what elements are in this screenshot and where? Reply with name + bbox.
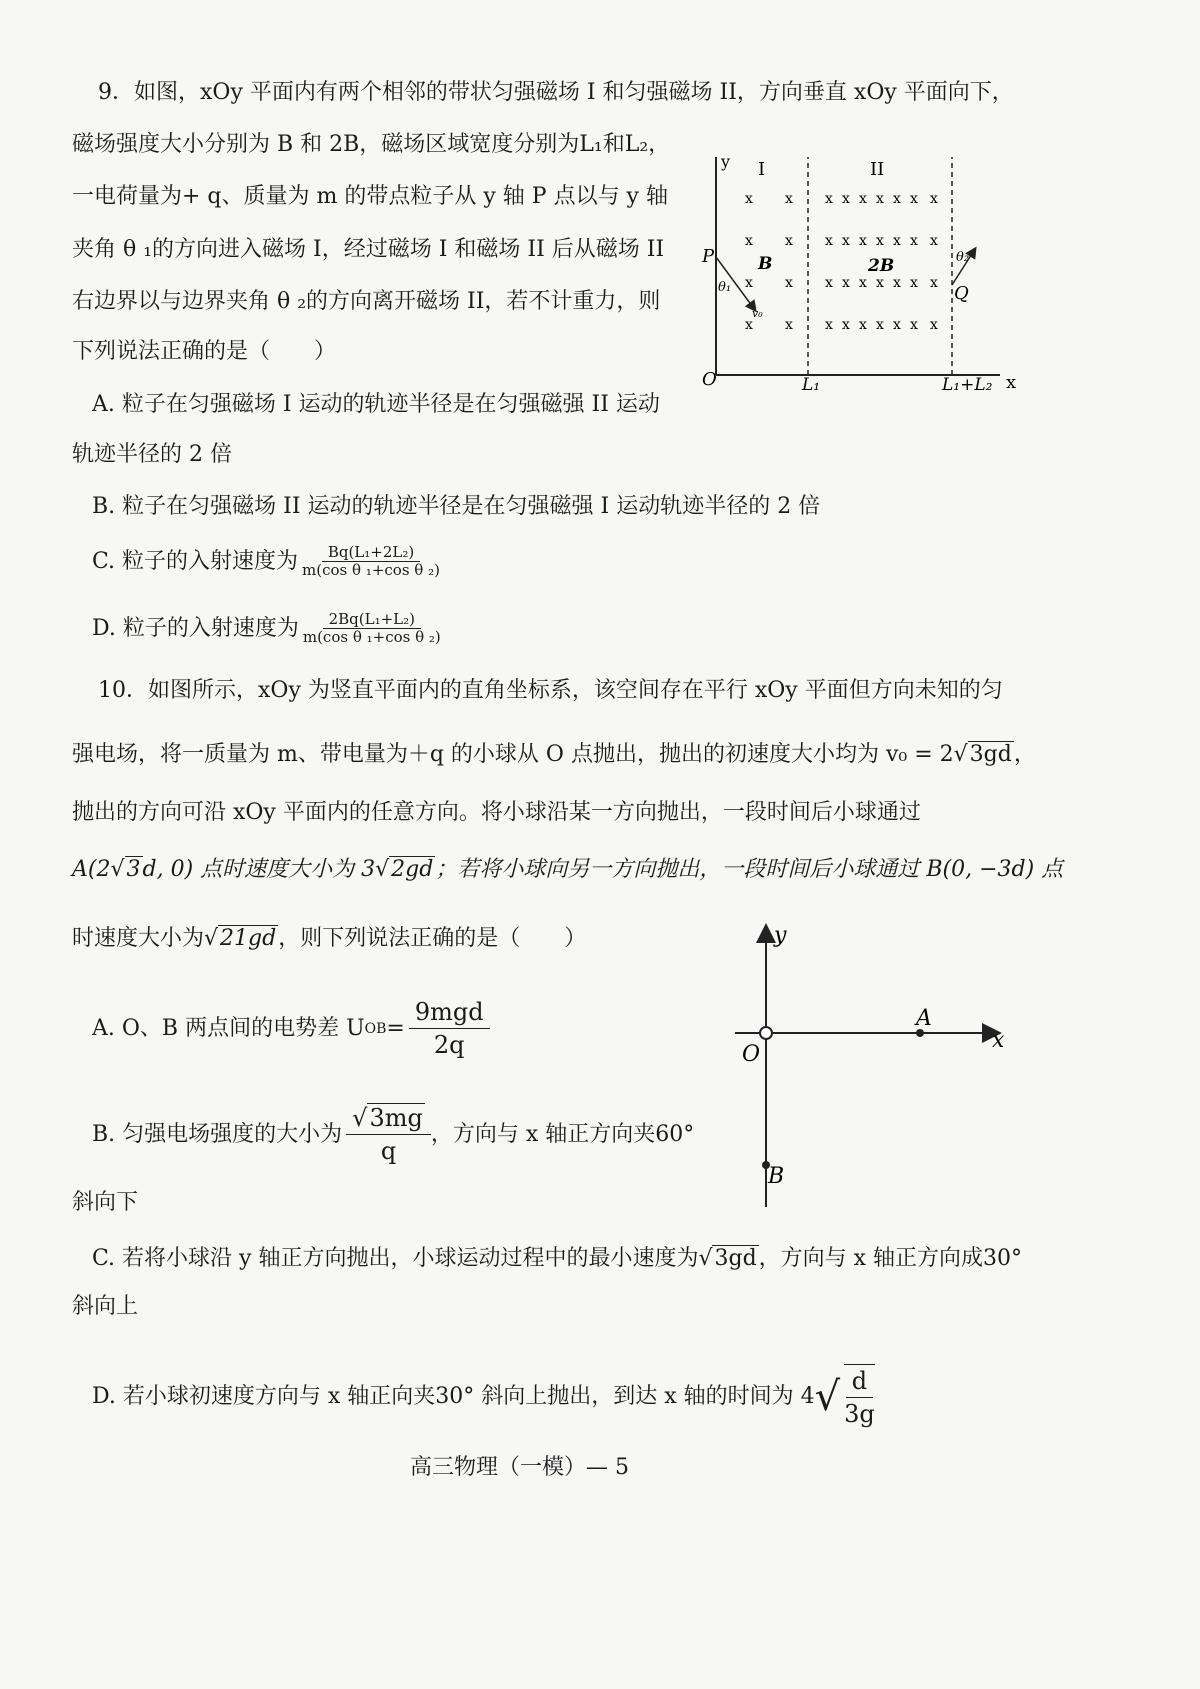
field-cross-mark: x (893, 233, 901, 249)
q10-option-a-eq: = (386, 1015, 405, 1041)
q9-magnetic-field-figure (690, 145, 1100, 425)
field-cross-mark: x (930, 317, 938, 333)
field-cross-mark: x (785, 191, 793, 207)
q10-line4-c: d, 0) 点时速度大小为 3 (142, 857, 376, 882)
q10-line4-e: ；若将小球向另一方向抛出，一段时间后小球通过 B(0, −3d) 点 (435, 857, 1064, 882)
q10-point-b-label: B (768, 1164, 785, 1189)
q9-b-label: B (758, 254, 773, 274)
q10-line4: A(2√3d, 0) 点时速度大小为 3√2gd；若将小球向另一方向抛出，一段时间后小球通过 B(0, −3d) 点 (72, 857, 1064, 882)
field-cross-mark: x (825, 191, 833, 207)
q10-option-a (92, 996, 490, 1061)
field-cross-mark: x (876, 191, 884, 207)
q10-option-b-suffix: ，方向与 x 轴正方向夹60° (430, 1121, 695, 1147)
q9-option-c-fraction (300, 544, 442, 579)
field-cross-mark: x (785, 317, 793, 333)
field-cross-mark: x (893, 317, 901, 333)
q10-coordinate-figure (730, 915, 1030, 1215)
q10-line2-text: 强电场，将一质量为 m、带电量为＋q 的小球从 O 点抛出，抛出的初速度大小均为 v₀ = 2 (72, 742, 954, 767)
q10-option-b-label: B. 匀强电场强度的大小为 (92, 1121, 343, 1147)
field-cross-mark: x (825, 233, 833, 249)
field-cross-mark: x (876, 275, 884, 291)
q10-option-b-sqrt: 3mg (369, 1104, 423, 1132)
field-cross-mark: x (859, 191, 867, 207)
field-cross-mark: x (745, 191, 753, 207)
field-cross-mark: x (910, 275, 918, 291)
q9-y-label: y (721, 152, 731, 171)
q9-option-a: A. 粒子在匀强磁场 I 运动的轨迹半径是在匀强磁强 II 运动 (92, 392, 660, 417)
q9-line6: 下列说法正确的是（ ） (72, 339, 337, 364)
q9-v0-label: v₀ (752, 307, 763, 320)
q10-option-c-suffix: ，方向与 x 轴正方向成30° (758, 1246, 1023, 1271)
q9-option-c-label: C. 粒子的入射速度为 (92, 548, 299, 574)
q10-option-c-cont: 斜向上 (72, 1294, 139, 1319)
q9-option-d-fraction (301, 611, 443, 646)
q10-origin-label: O (742, 1042, 761, 1067)
page-footer: 高三物理（一模）— 5 (410, 1455, 629, 1480)
q10-origin-point (760, 1027, 772, 1039)
q10-option-c-sqrt: 3gd (714, 1246, 757, 1271)
q10-option-a-denominator: 2q (433, 1031, 465, 1059)
q9-option-d-denominator: m(cos θ ₁+cos θ ₂) (302, 628, 441, 646)
q9-line4: 夹角 θ ₁的方向进入磁场 I，经过磁场 I 和磁场 II 后从磁场 II (72, 237, 665, 262)
field-cross-mark: x (745, 317, 753, 333)
q10-line5: 时速度大小为√21gd，则下列说法正确的是（ ） (72, 926, 587, 951)
q10-option-d-numerator: d (846, 1365, 873, 1398)
q9-option-a-cont: 轨迹半径的 2 倍 (72, 442, 232, 467)
q10-option-b-denominator: q (380, 1137, 397, 1165)
q9-origin-label: O (702, 369, 717, 390)
q10-y-label: y (774, 923, 787, 948)
q10-line3: 抛出的方向可沿 xOy 平面内的任意方向。将小球沿某一方向抛出，一段时间后小球通过 (72, 800, 921, 825)
q10-x-label: x (992, 1028, 1005, 1053)
q10-line2: 强电场，将一质量为 m、带电量为＋q 的小球从 O 点抛出，抛出的初速度大小均为 v₀ = 2√3gd， (72, 742, 1036, 767)
field-cross-mark: x (785, 275, 793, 291)
q9-option-c-numerator: Bq(L₁+2L₂) (322, 544, 420, 562)
q9-l1l2-label: L₁+L₂ (942, 375, 993, 395)
field-cross-mark: x (910, 191, 918, 207)
q9-line5: 右边界以与边界夹角 θ ₂的方向离开磁场 II，若不计重力，则 (72, 289, 661, 314)
field-cross-mark: x (842, 275, 850, 291)
q10-option-d-denominator: 3g (844, 1400, 875, 1428)
q9-line2: 磁场强度大小分别为 B 和 2B，磁场区域宽度分别为L₁和L₂， (72, 132, 671, 157)
q9-option-d-numerator: 2Bq(L₁+L₂) (323, 611, 421, 629)
q9-line3: 一电荷量为+ q、质量为 m 的带点粒子从 y 轴 P 点以与 y 轴 (72, 184, 668, 209)
field-cross-mark: x (859, 233, 867, 249)
q10-option-c-text: C. 若将小球沿 y 轴正方向抛出，小球运动过程中的最小速度为 (92, 1246, 699, 1271)
field-cross-mark: x (876, 317, 884, 333)
q10-option-b-cont: 斜向下 (72, 1190, 139, 1215)
q10-line5-sqrt: 21gd (220, 926, 277, 951)
q10-line4-sqrt3: 3 (126, 857, 141, 882)
q10-option-b-numerator: √3mg (346, 1102, 431, 1135)
q9-point-p-label: P (702, 246, 715, 267)
field-cross-mark: x (910, 317, 918, 333)
field-cross-mark: x (893, 275, 901, 291)
q10-line4-sqrt2gd: 2gd (391, 857, 434, 882)
field-cross-mark: x (893, 191, 901, 207)
q10-line4-a: A(2 (72, 857, 111, 882)
q9-line1: 9．如图，xOy 平面内有两个相邻的带状匀强磁场 I 和匀强磁场 II，方向垂直 xOy 平面向下， (98, 80, 1014, 105)
field-cross-mark: x (876, 233, 884, 249)
q10-option-b (92, 1102, 694, 1167)
q9-theta1-label: θ₁ (718, 280, 732, 295)
field-cross-mark: x (842, 233, 850, 249)
field-cross-mark: x (930, 275, 938, 291)
field-cross-mark: x (825, 317, 833, 333)
q9-option-c (92, 544, 442, 579)
q9-l1-label: L₁ (802, 375, 821, 395)
q9-option-c-denominator: m(cos θ ₁+cos θ ₂) (302, 561, 440, 579)
q9-option-b: B. 粒子在匀强磁场 II 运动的轨迹半径是在匀强磁强 I 运动轨迹半径的 2 倍 (92, 494, 821, 519)
q10-option-a-label: A. O、B 两点间的电势差 U (92, 1015, 365, 1041)
q9-x-label: x (1006, 372, 1017, 393)
q10-option-a-sub: OB (364, 1020, 387, 1037)
q10-option-b-fraction (346, 1102, 431, 1167)
field-cross-mark: x (825, 275, 833, 291)
field-cross-mark: x (910, 233, 918, 249)
field-cross-mark: x (745, 233, 753, 249)
field-cross-mark: x (859, 275, 867, 291)
q9-2b-label: 2B (868, 256, 895, 276)
q10-line2-end: ， (1013, 742, 1036, 767)
q10-line5-c: ，则下列说法正确的是（ ） (278, 926, 587, 951)
field-cross-mark: x (785, 233, 793, 249)
q9-theta2-label: θ₂ (956, 250, 970, 265)
q9-option-d-label: D. 粒子的入射速度为 (92, 615, 299, 641)
field-cross-mark: x (842, 191, 850, 207)
q10-option-c: C. 若将小球沿 y 轴正方向抛出，小球运动过程中的最小速度为√3gd，方向与 x 轴正方向成30° (92, 1246, 1023, 1271)
field-cross-mark: x (930, 233, 938, 249)
q10-option-d: D. 若小球初速度方向与 x 轴正向夹30° 斜向上抛出，到达 x 轴的时间为 4 √ $\frac{d}{3g}$ (92, 1364, 875, 1430)
q10-option-a-numerator: 9mgd (409, 996, 490, 1029)
q10-point-a-label: A (916, 1006, 932, 1031)
q10-line5-a: 时速度大小为 (72, 926, 205, 951)
q10-option-d-fraction (844, 1364, 875, 1430)
q9-field-crosses (745, 191, 938, 333)
field-cross-mark: x (859, 317, 867, 333)
q10-line1: 10．如图所示，xOy 为竖直平面内的直角坐标系，该空间存在平行 xOy 平面但方向未知的匀 (98, 678, 1003, 703)
q9-point-q-label: Q (954, 283, 969, 304)
q10-line2-sqrt: 3gd (969, 742, 1012, 767)
field-cross-mark: x (842, 317, 850, 333)
q9-region2-label: II (870, 159, 885, 180)
q9-region1-label: I (758, 159, 766, 180)
field-cross-mark: x (930, 191, 938, 207)
q10-option-d-text: D. 若小球初速度方向与 x 轴正向夹30° 斜向上抛出，到达 x 轴的时间为 4 (92, 1384, 815, 1409)
q10-option-a-fraction (409, 996, 490, 1061)
q9-option-d (92, 611, 443, 646)
field-cross-mark: x (745, 275, 753, 291)
